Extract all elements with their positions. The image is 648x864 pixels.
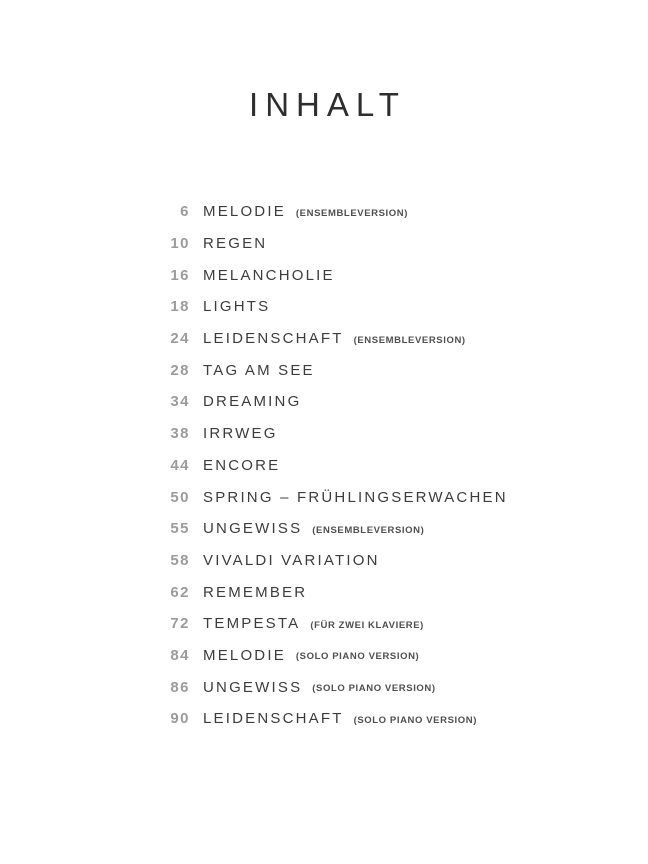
toc-entry-row — [138, 196, 558, 228]
toc-entry-row — [138, 418, 558, 450]
toc-entry-row — [138, 259, 558, 291]
entry-page-number: 16 — [170, 266, 190, 284]
toc-entry-row — [138, 576, 558, 608]
entry-note: (SOLO PIANO VERSION) — [353, 714, 477, 726]
entry-title: LIGHTS — [203, 298, 271, 316]
entry-page-number: 58 — [170, 551, 190, 569]
toc-entry-row — [138, 291, 558, 323]
entry-title: IRRWEG — [203, 425, 278, 443]
toc-entry-row — [138, 513, 558, 545]
entry-title: MELANCHOLIE — [203, 266, 335, 284]
entry-title: REGEN — [203, 235, 268, 253]
entry-page-number: 44 — [170, 456, 190, 474]
entry-title: LEIDENSCHAFT — [203, 330, 344, 348]
entry-title: REMEMBER — [203, 583, 308, 601]
entry-page-number: 55 — [170, 520, 190, 538]
toc-entry-row — [138, 481, 558, 513]
entry-page-number: 50 — [170, 488, 190, 506]
entry-page-number: 24 — [170, 330, 190, 348]
entry-title: MELODIE — [203, 203, 286, 221]
toc-entry-row — [138, 608, 558, 640]
entry-page-number: 34 — [170, 393, 190, 411]
entry-note: (SOLO PIANO VERSION) — [312, 683, 436, 695]
entry-title: UNGEWISS — [203, 678, 303, 696]
entry-page-number: 10 — [170, 235, 190, 253]
toc-list — [138, 196, 558, 735]
entry-note: (ENSEMBLEVERSION) — [312, 524, 425, 536]
entry-page-number: 38 — [170, 425, 190, 443]
toc-entry-row — [138, 640, 558, 672]
entry-page-number: 18 — [170, 298, 190, 316]
entry-title: MELODIE — [203, 646, 286, 664]
entry-page-number: 86 — [170, 678, 190, 696]
entry-title: VIVALDI VARIATION — [203, 551, 380, 569]
entry-page-number: 28 — [170, 361, 190, 379]
entry-page-number: 90 — [170, 710, 190, 728]
entry-page-number: 72 — [170, 615, 190, 633]
entry-title: ENCORE — [203, 456, 281, 474]
entry-title: SPRING – FRÜHLINGSERWACHEN — [203, 488, 508, 506]
toc-entry-row — [138, 671, 558, 703]
entry-page-number: 84 — [170, 646, 190, 664]
entry-title: DREAMING — [203, 393, 302, 411]
entry-note: (FÜR ZWEI KLAVIERE) — [310, 619, 424, 631]
entry-note: (ENSEMBLEVERSION) — [295, 207, 408, 219]
entry-title: UNGEWISS — [203, 520, 303, 538]
entry-note: (SOLO PIANO VERSION) — [295, 651, 420, 663]
entry-note: (ENSEMBLEVERSION) — [353, 334, 466, 346]
entry-page-number: 62 — [170, 583, 190, 601]
page-title: INHALT — [249, 86, 406, 123]
toc-entry-row — [138, 323, 558, 355]
toc-entry-row — [138, 450, 558, 482]
toc-entry-row — [138, 545, 558, 577]
entry-title: LEIDENSCHAFT — [203, 710, 344, 728]
toc-entry-row — [138, 386, 558, 418]
toc-entry-row — [138, 228, 558, 260]
entry-title: TAG AM SEE — [203, 361, 315, 379]
entry-page-number: 6 — [180, 203, 190, 221]
entry-title: TEMPESTA — [203, 615, 301, 633]
toc-entry-row — [138, 703, 558, 735]
toc-entry-row — [138, 354, 558, 386]
